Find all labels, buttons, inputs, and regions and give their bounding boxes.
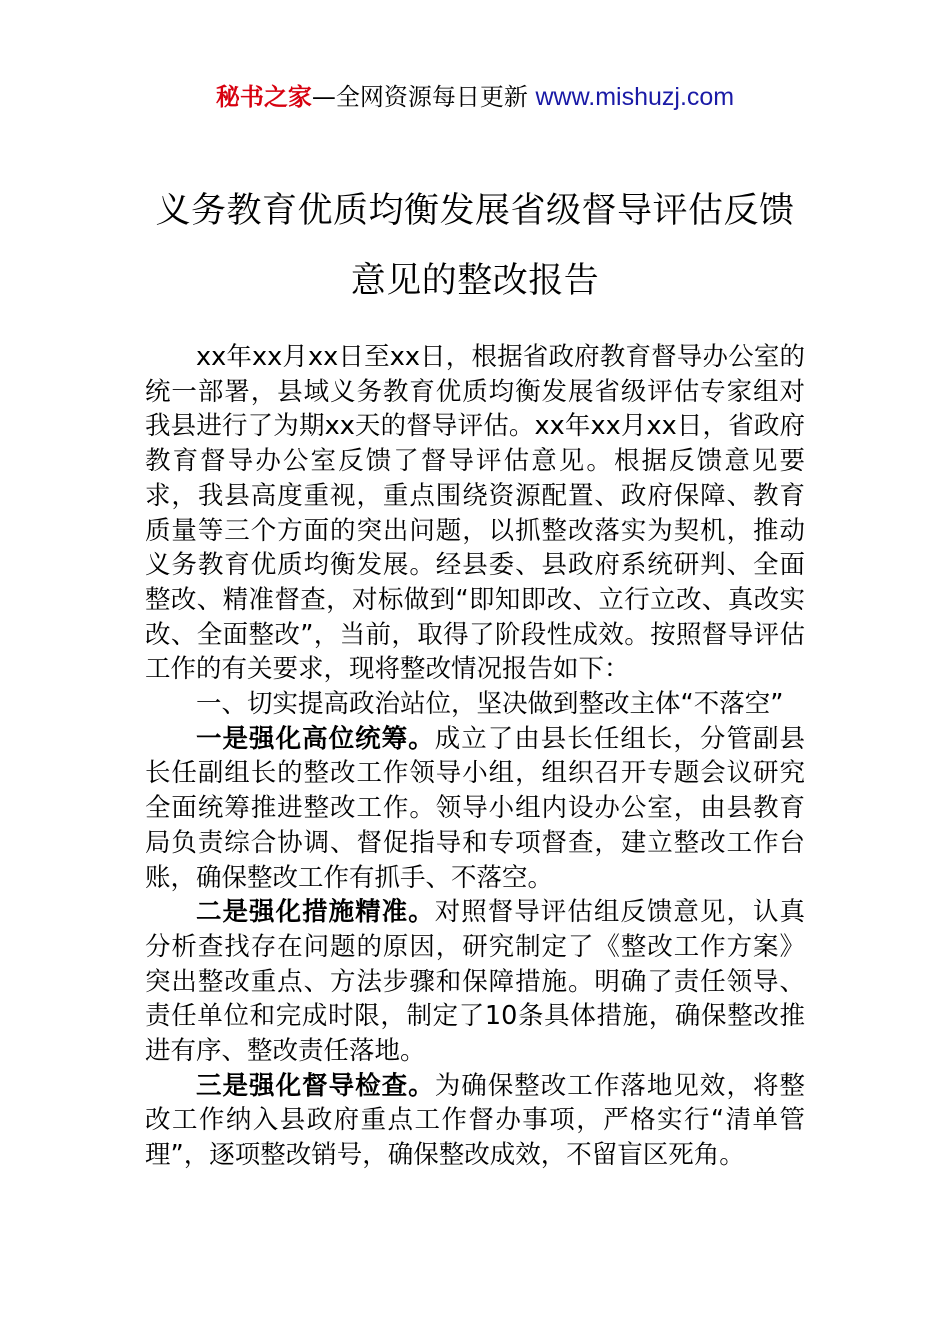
item-text-3: 为确保整改工作落地见效，将整改工作纳入县政府重点工作督办事项，严格实行“清单管理”，逐项整改销号，确保整改成效，不留盲区死角。	[145, 1070, 805, 1171]
title-line-2: 意见的整改报告	[350, 261, 600, 301]
item-lead-1: 一是强化高位统筹。	[196, 723, 435, 754]
item-paragraph-2	[145, 895, 805, 1069]
intro-paragraph: xx年xx月xx日至xx日，根据省政府教育督导办公室的统一部署，县域义务教育优质均衡发展省级评估专家组对我县进行了为期xx天的督导评估。xx年xx月xx日，省政府教育督导办公室反馈了督导评估意见。根据反馈意见要求，我县高度重视，重点围绕资源配置、政府保障、教育质量等三个方面的突出问题，以抓整改落实为契机，推动义务教育优质均衡发展。经县委、县政府系统研判、全面整改、精准督查，对标做到“即知即改、立行立改、真改实改、全面整改”，当前，取得了阶段性成效。按照督导评估工作的有关要求，现将整改情况报告如下：	[145, 342, 805, 685]
item-lead-2: 二是强化措施精准。	[196, 897, 435, 928]
site-url[interactable]: www.mishuzj.com	[535, 83, 735, 111]
document-title	[145, 176, 805, 316]
section-heading-1: 一、切实提高政治站位，坚决做到整改主体“不落空”	[196, 689, 784, 720]
item-text-2: 对照督导评估组反馈意见，认真分析查找存在问题的原因，研究制定了《整改工作方案》突出整改重点、方法步骤和保障措施。明确了责任领导、责任单位和完成时限，制定了10条具体措施，确保整改推进有序、整改责任落地。	[145, 897, 805, 1067]
item-paragraph-1	[145, 722, 805, 896]
item-lead-3: 三是强化督导检查。	[196, 1070, 435, 1101]
title-line-1: 义务教育优质均衡发展省级督导评估反馈	[155, 191, 795, 231]
item-paragraph-3	[145, 1069, 805, 1173]
header-slogan: —全网资源每日更新	[311, 83, 528, 111]
site-header	[0, 80, 950, 114]
document-body	[145, 340, 805, 1173]
item-text-1: 成立了由县长任组长，分管副县长任副组长的整改工作领导小组，组织召开专题会议研究全面统筹推进整改工作。领导小组内设办公室，由县教育局负责综合协调、督促指导和专项督查，建立整改工作台账，确保整改工作有抓手、不落空。	[145, 723, 805, 893]
brand-name: 秘书之家	[215, 83, 312, 111]
